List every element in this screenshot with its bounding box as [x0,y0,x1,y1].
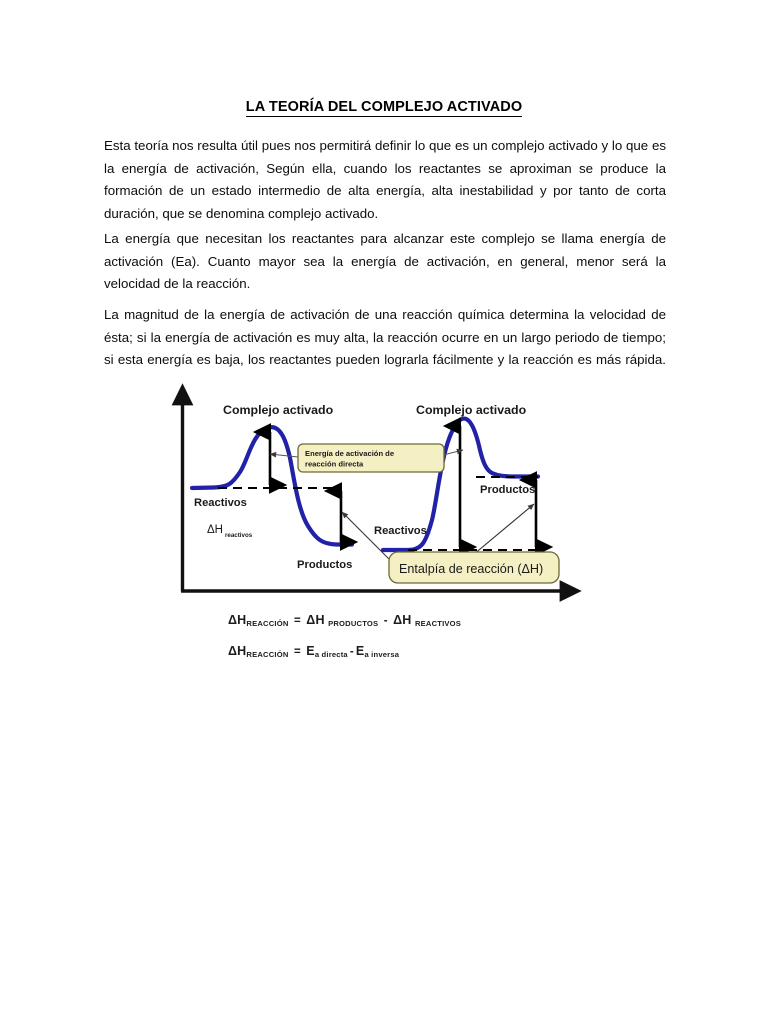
left-reactivos-label: Reactivos [194,497,247,509]
activation-energy-callout-line2: reacción directa [305,459,364,469]
f1-equals: = [293,615,301,627]
formula-activation-energy-relation [228,644,558,658]
delta-h-reactivos-subscript: reactivos [225,532,253,539]
f1-term1-sub: PRODUCTOS [328,618,379,628]
right-complex-label: Complejo activado [416,403,527,417]
activation-energy-callout-line1: Energía de activación de [305,449,395,458]
f2-minus: - [349,646,354,658]
f2-lhs-symbol: ΔH [228,644,247,658]
left-complex-label: Complejo activado [223,403,334,417]
f2-term1-sub: a directa [314,649,348,659]
paragraph-2: La energía que necesitan los reactantes para alcanzar este complejo se llama energía de activación (Ea). Cuanto mayor sea la energía de activación, en general, menor será la velocidad de la reacción. [104,231,666,292]
paragraph-1: Esta teoría nos resulta útil pues nos permitirá definir lo que es un complejo activado y lo que es la energía de activación, Según ella, cuando los reactantes se aproximan se produce la formación de un estado intermedio de alta energía, alta inestabilidad y por tanto de corta duración, que se denomina complejo activado. [104,138,666,221]
delta-h-reactivos-symbol: ΔH [207,524,223,536]
paragraph-3: La magnitud de la energía de activación de una reacción química determina la velocidad de ésta; si la energía de activación es muy alta, la reacción ocurre en un largo periodo de tiempo; si esta energía es baja, los reactantes pueden lograrla fácilmente y la reacción es más rápida. [104,307,666,368]
right-reactivos-label: Reactivos [374,525,427,537]
page-title [0,99,768,115]
left-productos-label: Productos [297,559,353,571]
enthalpy-callout-leader-left [342,512,392,562]
f2-term1-symbol: E [306,644,315,658]
enthalpy-callout-text: Entalpía de reacción (ΔH) [399,562,544,576]
page-title-text: LA TEORÍA DEL COMPLEJO ACTIVADO [245,98,523,115]
f2-equals: = [293,646,301,658]
ea-callout-leader-left [270,454,298,457]
energy-profile-diagram [170,392,570,607]
f2-term2-symbol: E [355,644,365,658]
activation-energy-callout [298,444,444,472]
f1-term2-sub: REACTIVOS [414,618,462,628]
f2-lhs-sub: REACCIÓN [246,649,289,659]
formula-enthalpy-definition [228,613,558,627]
f1-minus: - [383,615,388,627]
f1-lhs-symbol: ΔH [228,613,247,627]
f1-lhs-sub: REACCIÓN [246,618,289,628]
enthalpy-callout [389,552,559,583]
f1-term1-symbol: ΔH [306,613,325,627]
right-productos-label: Productos [480,484,536,496]
formula-block [228,613,558,658]
f1-term2-symbol: ΔH [393,613,412,627]
f2-term2-sub: a inversa [364,649,400,659]
